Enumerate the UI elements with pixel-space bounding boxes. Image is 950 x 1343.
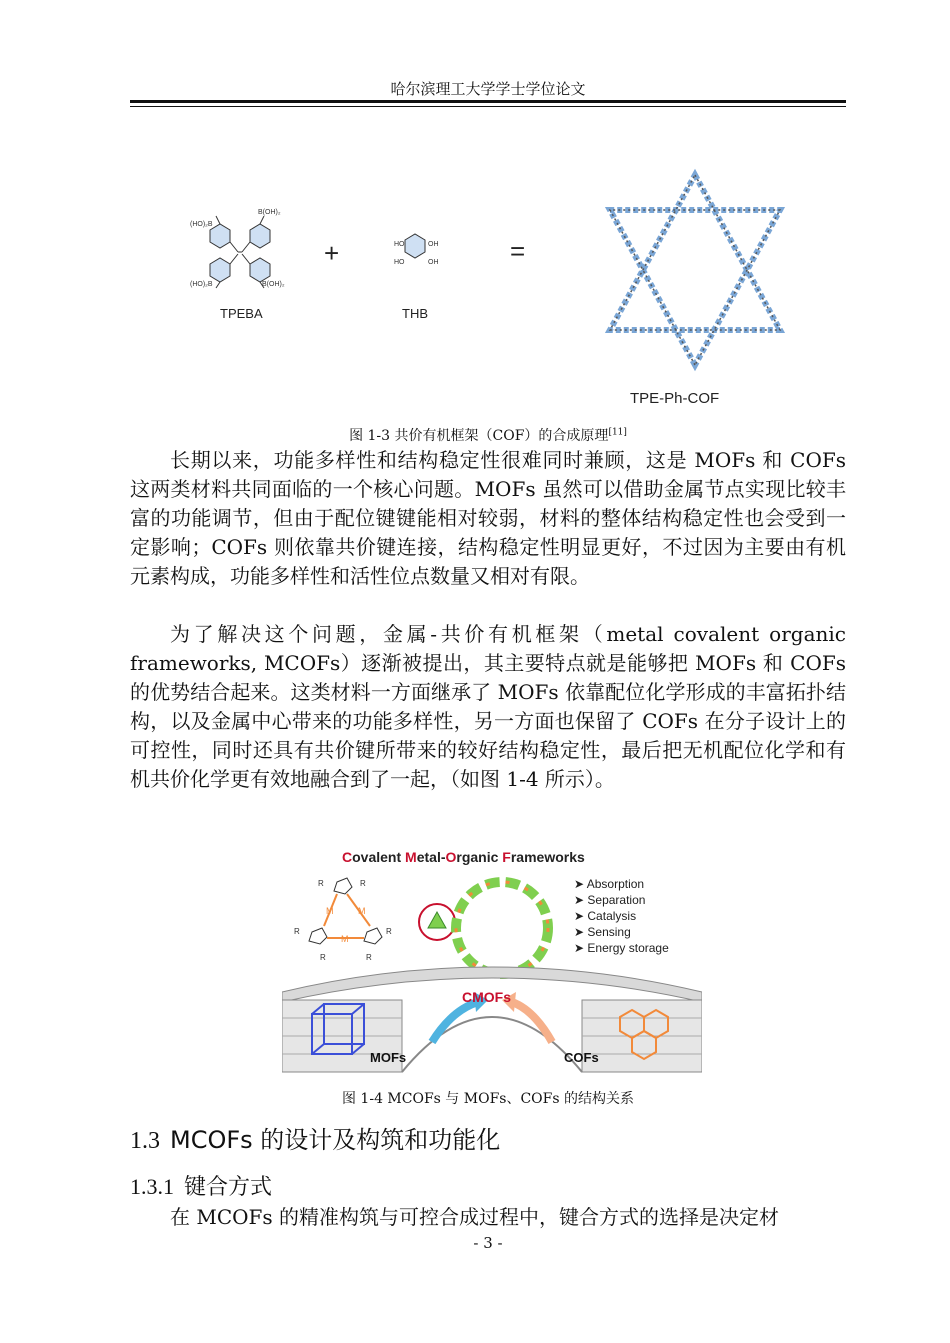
thb-ho-bottom: HO <box>394 259 405 266</box>
plus-sign: + <box>324 238 340 268</box>
mofs-label: MOFs <box>370 1050 407 1065</box>
paragraph-2: 为了解决这个问题，金属-共价有机框架（metal covalent organic frameworks, MCOFs）逐渐被提出，其主要特点就是能够把 MOFs 和 COFs 的优势结合起来。这类材料一方面继承了 MOFs 依靠配位化学形成的丰富拓扑结构，以及金属中心带来的功能多样性，另一方面也保留了 COFs 在分子设计上的可控性，同时还具有共价键所带来的较好结构稳定性，最后把无机配位化学和有机共价化学更有效地融合到了一起，（如图 1-4 所示）。 <box>130 622 846 791</box>
tpeba-label: TPEBA <box>220 306 263 321</box>
r-label-4: R <box>386 927 392 936</box>
application-item: ➤ Catalysis <box>574 909 637 923</box>
r-label-3: R <box>294 927 300 936</box>
section-title: MCOFs 的设计及构筑和功能化 <box>170 1126 501 1154</box>
application-item: ➤ Separation <box>574 893 646 907</box>
figure1-caption-text: 图 1-3 共价有机框架（COF）的合成原理 <box>349 428 609 444</box>
thb-ho-top: HO <box>394 241 405 248</box>
equals-sign: = <box>510 236 526 266</box>
application-item: ➤ Absorption <box>574 877 645 891</box>
header-rule-thick <box>130 100 846 103</box>
applications-list <box>574 877 669 955</box>
r-label-1: R <box>318 879 324 888</box>
r-label-2: R <box>360 879 366 888</box>
subsection-number: 1.3.1 <box>130 1174 174 1199</box>
figure-cof-synthesis <box>180 160 800 420</box>
subsection-title: 键合方式 <box>184 1175 273 1200</box>
figure2-caption: 图 1-4 MCOFs 与 MOFs、COFs 的结构关系 <box>341 1091 635 1107</box>
running-header: 哈尔滨理工大学学士学位论文 <box>390 80 586 98</box>
tpeba-molecule <box>210 216 270 288</box>
figure-mcof-relationship <box>282 842 702 1074</box>
r-label-6: R <box>366 953 372 962</box>
figure1-caption-ref: [11] <box>608 427 627 438</box>
cmofs-label: CMOFs <box>462 989 511 1005</box>
section-heading <box>130 1120 500 1155</box>
header-rule-thin <box>130 106 846 107</box>
cofs-label: COFs <box>564 1050 599 1065</box>
figure1-caption <box>130 425 846 445</box>
tpe-ph-cof-label: TPE-Ph-COF <box>630 390 720 407</box>
application-item: ➤ Sensing <box>574 925 631 939</box>
r-label-5: R <box>320 953 326 962</box>
boh-label-br: B(OH)₂ <box>262 281 285 288</box>
thb-label: THB <box>402 306 428 321</box>
metal-label-left: M <box>326 906 334 916</box>
section-number: 1.3 <box>130 1128 160 1154</box>
thb-oh-top: OH <box>428 241 439 248</box>
metal-label-bottom: M <box>341 934 349 944</box>
cmof-title: Covalent Metal-Organic Frameworks <box>342 849 585 865</box>
boh-label-bl: (HO)₂B <box>190 281 213 288</box>
thb-molecule <box>405 234 425 258</box>
paragraph-1: 长期以来，功能多样性和结构稳定性很难同时兼顾，这是 MOFs 和 COFs 这两类材料共同面临的一个核心问题。MOFs 虽然可以借助金属节点实现比较丰富的功能调节，但由于配位键键能相对较弱，材料的整体结构稳定性也会受到一定影响；COFs 则依靠共价键连接，结构稳定性明显更好，不过因为主要由有机元素构成，功能多样性和活性位点数量又相对有限。 <box>130 448 846 588</box>
metal-label-right: M <box>358 906 366 916</box>
page-number: - 3 - <box>473 1234 503 1252</box>
cof-framework <box>610 175 780 365</box>
application-item: ➤ Energy storage <box>574 941 669 955</box>
boh-label-tl: (HO)₂B <box>190 221 213 228</box>
cof-framework-inner <box>610 175 780 365</box>
subsection-heading <box>130 1170 272 1201</box>
thb-oh-bottom: OH <box>428 259 439 266</box>
boh-label-tr: B(OH)₂ <box>258 209 281 216</box>
paragraph-3: 在 MCOFs 的精准构筑与可控合成过程中，键合方式的选择是决定材 <box>170 1205 780 1229</box>
